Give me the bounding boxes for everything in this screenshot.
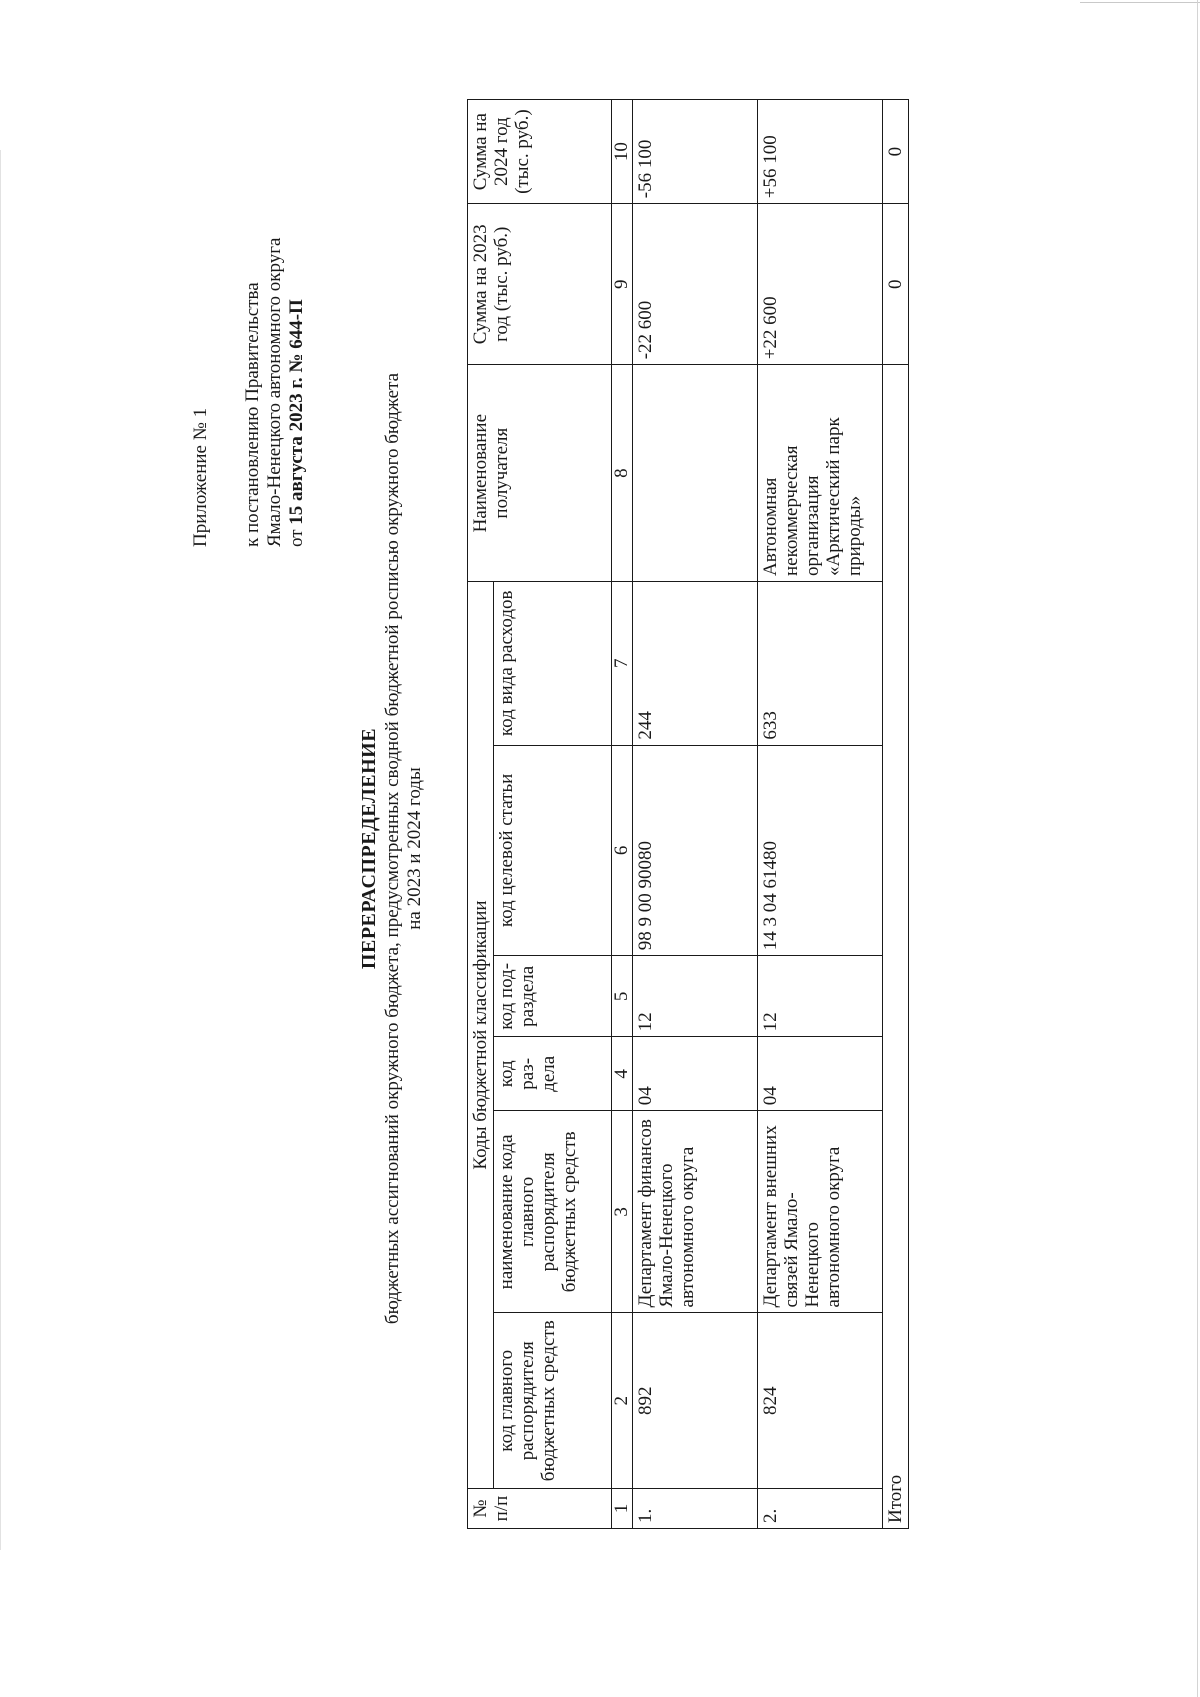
row-grbs-name: Департамент финансов Ямало-Ненецкого автономного округа (633, 1111, 758, 1313)
column-number: 4 (612, 1037, 633, 1111)
document-subtitle: бюджетных ассигнований окружного бюджета, предусмотренных сводной бюджетной росписью окружного бюджета (382, 372, 403, 1325)
header-target: код целевой статьи (494, 745, 612, 956)
column-number: 1 (612, 1489, 633, 1529)
header-subsection: код под-раздела (494, 956, 612, 1037)
reallocation-table (467, 99, 909, 1529)
appendix-block (190, 238, 308, 548)
total-label: Итого (883, 365, 909, 1529)
header-grbs-name: наименование кода главного распорядителя бюджетных средств (494, 1111, 612, 1313)
column-number: 3 (612, 1111, 633, 1313)
row-sum-2024: +56 100 (758, 100, 883, 204)
header-expense-type: код вида расходов (494, 582, 612, 746)
appendix-number: Приложение № 1 (190, 407, 211, 547)
total-sum-2024: 0 (883, 100, 909, 204)
header-grbs-code: код главного распорядителя бюджетных средств (494, 1313, 612, 1489)
table-row (758, 100, 883, 1529)
row-grbs-code: 824 (758, 1313, 883, 1489)
row-grbs-name: Департамент внешних связей Ямало-Ненецкого автономного округа (758, 1111, 883, 1313)
row-sum-2023: -22 600 (633, 204, 758, 365)
header-codes-group: Коды бюджетной классификации (468, 582, 494, 1489)
column-numbers-row (612, 100, 633, 1529)
document-heading: ПЕРЕРАСПРЕДЕЛЕНИЕ (358, 727, 380, 970)
row-target: 98 9 00 90080 (633, 745, 758, 956)
appendix-spacer (212, 238, 242, 548)
appendix-date-number: 15 августа 2023 г. № 644-П (286, 299, 307, 525)
column-number: 7 (612, 582, 633, 746)
row-recipient (633, 365, 758, 582)
column-number: 9 (612, 204, 633, 365)
row-recipient: Автономная некоммерческая организация «Арктический парк природы» (758, 365, 883, 582)
total-sum-2023: 0 (883, 204, 909, 365)
row-sum-2024: -56 100 (633, 100, 758, 204)
row-num: 1. (633, 1489, 758, 1529)
row-subsection: 12 (633, 956, 758, 1037)
table-header-row-1 (468, 100, 494, 1529)
column-number: 5 (612, 956, 633, 1037)
total-row (883, 100, 909, 1529)
appendix-date-line (286, 238, 308, 548)
header-sum-2024: Сумма на 2024 год (тыс. руб.) (468, 100, 612, 204)
table-row (633, 100, 758, 1529)
appendix-date-prefix: от (286, 524, 307, 547)
row-subsection: 12 (758, 956, 883, 1037)
row-target: 14 3 04 61480 (758, 745, 883, 956)
column-number: 2 (612, 1313, 633, 1489)
row-num: 2. (758, 1489, 883, 1529)
header-section: код раз-дела (494, 1037, 612, 1111)
appendix-region-line: Ямало-Ненецкого автономного округа (264, 237, 285, 547)
column-number: 10 (612, 100, 633, 204)
column-number: 6 (612, 745, 633, 956)
appendix-resolution-line: к постановлению Правительства (242, 282, 263, 547)
column-number: 8 (612, 365, 633, 582)
row-grbs-code: 892 (633, 1313, 758, 1489)
header-recipient: Наименование получателя (468, 365, 612, 582)
row-section: 04 (633, 1037, 758, 1111)
row-expense-type: 633 (758, 582, 883, 746)
row-sum-2023: +22 600 (758, 204, 883, 365)
document-subtitle-years: на 2023 и 2024 годы (404, 767, 425, 930)
row-expense-type: 244 (633, 582, 758, 746)
header-sum-2023: Сумма на 2023 год (тыс. руб.) (468, 204, 612, 365)
row-section: 04 (758, 1037, 883, 1111)
header-num: № п/п (468, 1489, 612, 1529)
